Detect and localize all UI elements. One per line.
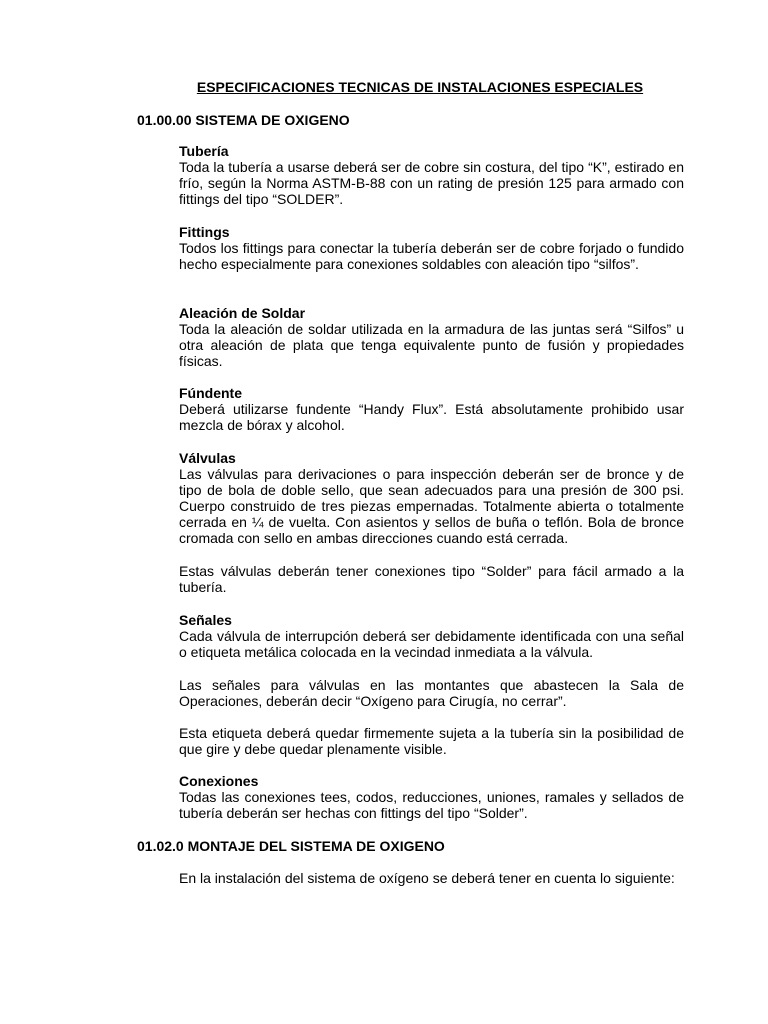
paragraph: Todos los fittings para conectar la tubería deberán ser de cobre forjado o fundido hecho especialmente para conexiones soldables con aleación tipo “silfos”. [179,240,684,273]
subsection-heading: Conexiones [179,773,259,789]
subsection-senales [179,612,684,660]
document-title: ESPECIFICACIONES TECNICAS DE INSTALACIONES ESPECIALES [196,79,644,95]
paragraph: En la instalación del sistema de oxígeno se deberá tener en cuenta lo siguiente: [179,870,675,886]
subsection-tuberia [179,143,684,207]
subsection-heading: Válvulas [179,450,236,466]
paragraph: Cada válvula de interrupción deberá ser debidamente identificada con una señal o etiqueta metálica colocada en la vecindad inmediata a la válvula. [179,628,684,661]
paragraph: Toda la tubería a usarse deberá ser de cobre sin costura, del tipo “K”, estirado en frío, según la Norma ASTM-B-88 con un rating de presión 125 para armado con fittings del tipo “SOLDER”. [179,159,684,208]
subsection-heading: Aleación de Soldar [179,305,306,321]
section-number: 01.00.00 [137,112,192,128]
subsection-fundente [179,385,684,433]
paragraph: Todas las conexiones tees, codos, reducciones, uniones, ramales y sellados de tubería deberán ser hechas con fittings del tipo “Solder”. [179,789,684,822]
subsection-fittings [179,224,684,272]
paragraph: Deberá utilizarse fundente “Handy Flux”. Está absolutamente prohibido usar mezcla de bórax y alcohol. [179,401,684,434]
subsection-heading: Tubería [179,143,229,159]
subsection-conexiones [179,773,684,821]
subsection-valvulas [179,450,684,547]
paragraph: Las válvulas para derivaciones o para inspección deberán ser de bronce y de tipo de bola de doble sello, que sean adecuados para una presión de 300 psi. Cuerpo construido de tres piezas empernadas. Totalmente abierta o totalmente cerrada en ¼ de vuelta. Con asientos y sellos de buña o teflón. Bola de bronce cromada con sello en ambas direcciones cuando está cerrada. [179,466,684,547]
subsection-heading: Fúndente [179,385,242,401]
subsection-heading: Fittings [179,224,230,240]
subsection-senales-etiqueta [179,725,684,757]
paragraph: Estas válvulas deberán tener conexiones tipo “Solder” para fácil armado a la tubería. [179,563,684,596]
paragraph: Toda la aleación de soldar utilizada en la armadura de las juntas será “Silfos” u otra aleación de plata que tenga equivalente punto de fusión y propiedades físicas. [179,321,684,370]
subsection-senales-operaciones [179,677,684,709]
subsection-montaje [179,870,684,886]
section-number: 01.02.0 [137,838,184,854]
section-title: SISTEMA DE OXIGENO [195,112,350,128]
section-heading-oxygen-system [137,112,350,128]
subsection-valvulas-note [179,563,684,595]
paragraph: Esta etiqueta deberá quedar firmemente sujeta a la tubería sin la posibilidad de que gire y debe quedar plenamente visible. [179,725,684,758]
subsection-aleacion-de-soldar [179,305,684,369]
section-heading-oxygen-assembly [137,838,445,854]
subsection-heading: Señales [179,612,232,628]
paragraph: Las señales para válvulas en las montantes que abastecen la Sala de Operaciones, deberán decir “Oxígeno para Cirugía, no cerrar”. [179,677,684,710]
section-title: MONTAJE DEL SISTEMA DE OXIGENO [187,838,445,854]
